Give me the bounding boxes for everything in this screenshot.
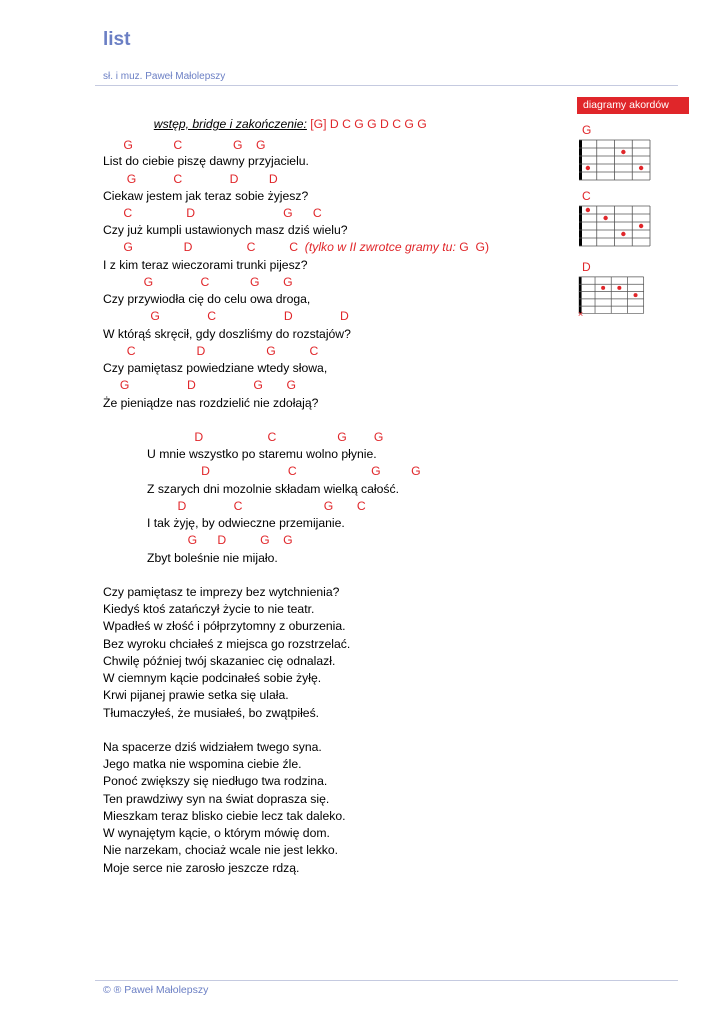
chord-line: G D G G xyxy=(147,533,293,547)
chord-text: G D C C xyxy=(103,240,299,254)
lyric-line: U mnie wszystko po staremu wolno płynie. xyxy=(147,447,377,461)
lyric-line: W wynajętym kącie, o którym mówię dom. xyxy=(103,826,330,840)
lyric-line: Na spacerze dziś widziałem twego syna. xyxy=(103,740,322,754)
chord-line: G D G G xyxy=(103,378,297,392)
lyric-line: Że pieniądze nas rozdzielić nie zdołają? xyxy=(103,396,319,410)
finger-dot xyxy=(617,286,621,290)
intro-line xyxy=(147,103,427,131)
chord-diagram-name-g: G xyxy=(582,123,592,137)
finger-dot xyxy=(621,232,625,236)
chord-note-chords: G G) xyxy=(455,240,490,254)
chord-line: D C G G xyxy=(147,464,421,478)
finger-dot xyxy=(634,293,638,297)
footer-divider xyxy=(95,980,678,981)
finger-dot xyxy=(621,150,625,154)
intro-label: wstęp, bridge i zakończenie: xyxy=(153,117,307,131)
finger-dot xyxy=(639,166,643,170)
lyric-line: W którąś skręcił, gdy doszliśmy do rozstajów? xyxy=(103,327,351,341)
chord-diagram-name-c: C xyxy=(582,189,591,203)
lyric-line: Bez wyroku chciałeś z miejsca go rozstrzelać. xyxy=(103,637,351,651)
finger-dot xyxy=(603,216,607,220)
header-divider xyxy=(95,85,678,86)
lyric-line: W ciemnym kącie podcinałeś sobie żyłę. xyxy=(103,671,322,685)
lyric-line: Chwilę później twój skazaniec cię odnalazł. xyxy=(103,654,336,668)
chord-diagram-c xyxy=(577,205,652,247)
chord-line xyxy=(103,240,489,254)
chord-diagram-name-d: D xyxy=(582,260,591,274)
finger-dot xyxy=(601,286,605,290)
chord-line: D C G C xyxy=(147,499,366,513)
chord-note: (tylko w II zwrotce gramy tu: xyxy=(298,240,456,254)
lyric-line: Czy już kumpli ustawionych masz dziś wielu? xyxy=(103,223,348,237)
footer-copyright: © ® Paweł Małolepszy xyxy=(103,984,209,996)
lyric-line: Z szarych dni mozolnie składam wielką całość. xyxy=(147,482,399,496)
lyric-line: Nie narzekam, chociaż wcale nie jest lekko. xyxy=(103,843,339,857)
chord-line: D C G G xyxy=(147,430,384,444)
finger-dot xyxy=(586,208,590,212)
lyric-line: List do ciebie piszę dawny przyjacielu. xyxy=(103,154,309,168)
song-title: list xyxy=(103,29,131,50)
lyric-line: Czy pamiętasz te imprezy bez wytchnienia? xyxy=(103,585,340,599)
lyric-line: Krwi pijanej prawie setka się ulała. xyxy=(103,688,289,702)
lyric-line: I tak żyję, by odwieczne przemijanie. xyxy=(147,516,345,530)
finger-dot xyxy=(639,224,643,228)
lyric-line: Jego matka nie wspomina ciebie źle. xyxy=(103,757,302,771)
chord-diagram-d xyxy=(577,276,652,318)
lyric-line: Kiedyś ktoś zatańczył życie to nie teatr. xyxy=(103,602,315,616)
lyric-line: Tłumaczyłeś, że musiałeś, bo zwątpiłeś. xyxy=(103,706,320,720)
chord-line: G C G G xyxy=(103,138,266,152)
chord-line: C D G C xyxy=(103,344,319,358)
chord-line: G C D D xyxy=(103,172,278,186)
chord-line: G C G G xyxy=(103,275,293,289)
lyric-line: Zbyt boleśnie nie mijało. xyxy=(147,551,278,565)
lyric-line: Ten prawdziwy syn na świat doprasza się. xyxy=(103,792,330,806)
intro-chords: [G] D C G G D C G G xyxy=(306,117,427,131)
chord-line: C D G C xyxy=(103,206,322,220)
lyric-line: Mieszkam teraz blisko ciebie lecz tak daleko. xyxy=(103,809,346,823)
lyric-line: Czy przywiodła cię do celu owa droga, xyxy=(103,292,311,306)
lyric-line: Ponoć zwiększy się niedługo twa rodzina. xyxy=(103,774,328,788)
chord-line: G C D D xyxy=(103,309,349,323)
lyric-line: Ciekaw jestem jak teraz sobie żyjesz? xyxy=(103,189,309,203)
song-author: sł. i muz. Paweł Małolepszy xyxy=(103,71,226,82)
mute-mark: × xyxy=(577,309,584,318)
finger-dot xyxy=(586,166,590,170)
lyric-line: Czy pamiętasz powiedziane wtedy słowa, xyxy=(103,361,328,375)
lyric-line: I z kim teraz wieczorami trunki pijesz? xyxy=(103,258,308,272)
chord-diagrams-header: diagramy akordów xyxy=(577,97,689,114)
lyric-line: Moje serce nie zarosło jeszcze rdzą. xyxy=(103,861,300,875)
nut xyxy=(579,206,582,246)
chord-diagram-g xyxy=(577,139,652,181)
nut xyxy=(579,140,582,180)
lyric-line: Wpadłeś w złość i półprzytomny z oburzenia. xyxy=(103,619,346,633)
nut xyxy=(579,277,582,314)
